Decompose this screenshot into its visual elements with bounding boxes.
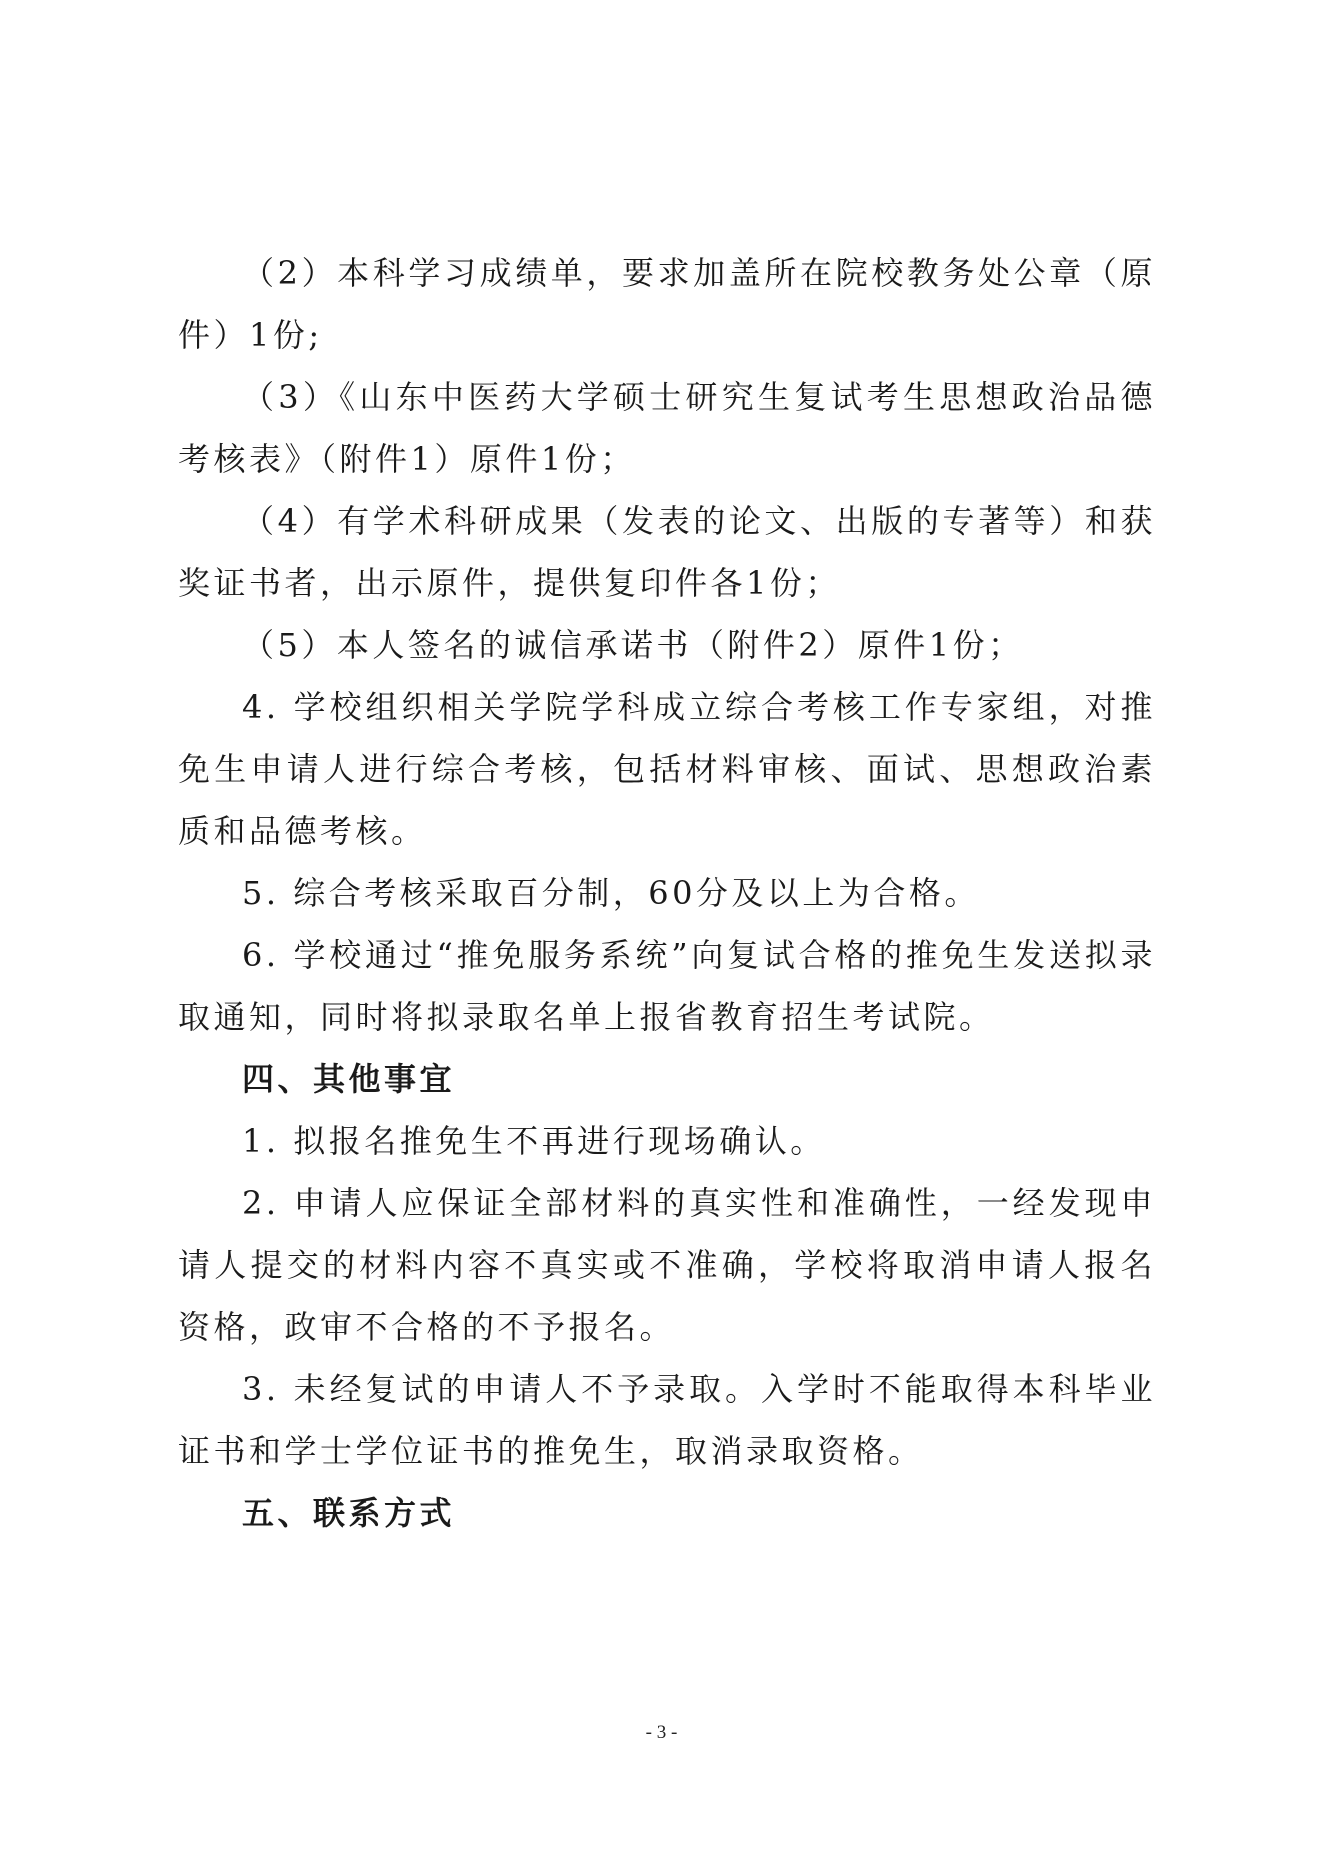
page-number: - 3 - — [645, 1722, 678, 1743]
paragraph-transcript: （2）本科学习成绩单，要求加盖所在院校教务处公章（原件）1份; — [178, 254, 1156, 354]
paragraph-other-2: 2. 申请人应保证全部材料的真实性和准确性，一经发现申请人提交的材料内容不真实或不准确，学校将取消申请人报名资格，政审不合格的不予报名。 — [178, 1184, 1156, 1346]
paragraph-other-3: 3. 未经复试的申请人不予录取。入学时不能取得本科毕业证书和学士学位证书的推免生，取消录取资格。 — [178, 1370, 1156, 1470]
paragraph-other-1: 1. 拟报名推免生不再进行现场确认。 — [242, 1122, 826, 1160]
section-heading-other-matters: 四、其他事宜 — [242, 1060, 456, 1098]
paragraph-item-5: 5. 综合考核采取百分制，60分及以上为合格。 — [242, 874, 980, 912]
paragraph-item-6: 6. 学校通过“推免服务系统”向复试合格的推免生发送拟录取通知，同时将拟录取名单上报省教育招生考试院。 — [178, 936, 1156, 1036]
paragraph-research-achievements: （4）有学术科研成果（发表的论文、出版的专著等）和获奖证书者，出示原件，提供复印件各1份； — [178, 502, 1156, 602]
paragraph-item-4: 4. 学校组织相关学院学科成立综合考核工作专家组，对推免生申请人进行综合考核，包括材料审核、面试、思想政治素质和品德考核。 — [178, 688, 1156, 850]
paragraph-conduct-form: （3）《山东中医药大学硕士研究生复试考生思想政治品德考核表》（附件1）原件1份； — [178, 378, 1156, 478]
section-heading-contact: 五、联系方式 — [242, 1494, 456, 1532]
paragraph-integrity-pledge: （5）本人签名的诚信承诺书（附件2）原件1份； — [242, 626, 1024, 664]
document-body — [178, 242, 1156, 1544]
